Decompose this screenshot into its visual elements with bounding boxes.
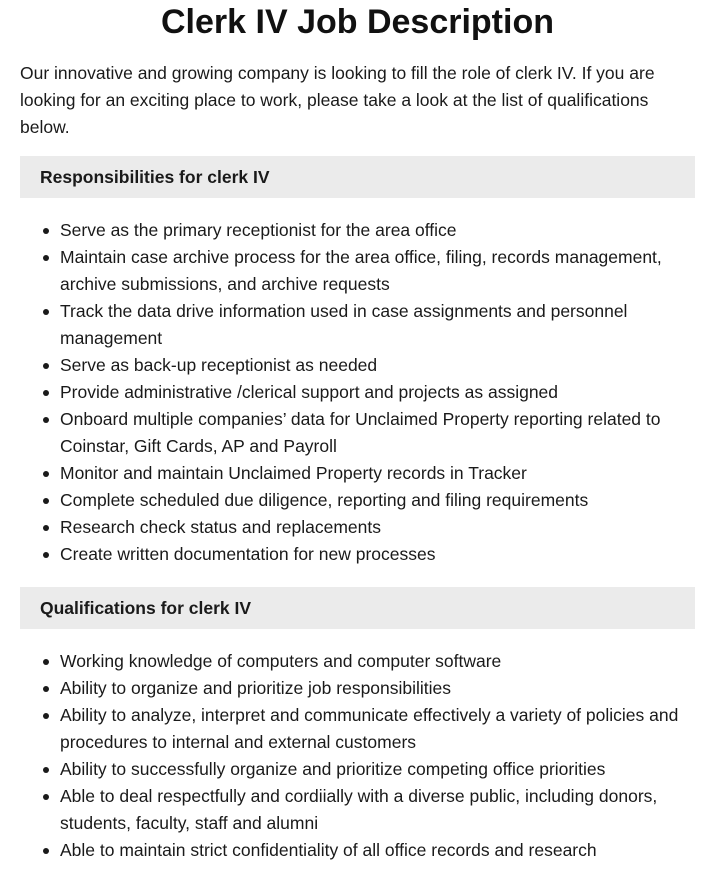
list-item: Monitor and maintain Unclaimed Property records in Tracker [60, 460, 700, 487]
list-item: Complete scheduled due diligence, reporting and filing requirements [60, 487, 700, 514]
list-item: Ability to successfully organize and prioritize competing office priorities [60, 756, 700, 783]
list-item: Onboard multiple companies’ data for Unclaimed Property reporting related to Coinstar, Gift Cards, AP and Payroll [60, 406, 700, 460]
intro-paragraph: Our innovative and growing company is looking to fill the role of clerk IV. If you are looking for an exciting place to work, please take a look at the list of qualifications below. [20, 63, 655, 137]
list-item: Serve as the primary receptionist for the area office [60, 217, 700, 244]
list-item: Maintain case archive process for the area office, filing, records management, archive submissions, and archive requests [60, 244, 700, 298]
page-title: Clerk IV Job Description [161, 3, 554, 41]
list-item: Serve as back-up receptionist as needed [60, 352, 700, 379]
list-item: Able to maintain strict confidentiality of all office records and research [60, 837, 700, 864]
list-item: Provide administrative /clerical support and projects as assigned [60, 379, 700, 406]
list-item: Create written documentation for new processes [60, 541, 700, 568]
list-item: Working knowledge of computers and computer software [60, 648, 700, 675]
list-item: Able to deal respectfully and cordiially with a diverse public, including donors, students, faculty, staff and alumni [60, 783, 700, 837]
qualifications-heading: Qualifications for clerk IV [20, 587, 695, 629]
responsibilities-heading: Responsibilities for clerk IV [20, 156, 695, 198]
list-item: Ability to analyze, interpret and communicate effectively a variety of policies and procedures to internal and external customers [60, 702, 700, 756]
list-item: Track the data drive information used in case assignments and personnel management [60, 298, 700, 352]
list-item: Research check status and replacements [60, 514, 700, 541]
responsibilities-list [20, 217, 700, 568]
qualifications-list [20, 648, 700, 864]
list-item: Ability to organize and prioritize job responsibilities [60, 675, 700, 702]
